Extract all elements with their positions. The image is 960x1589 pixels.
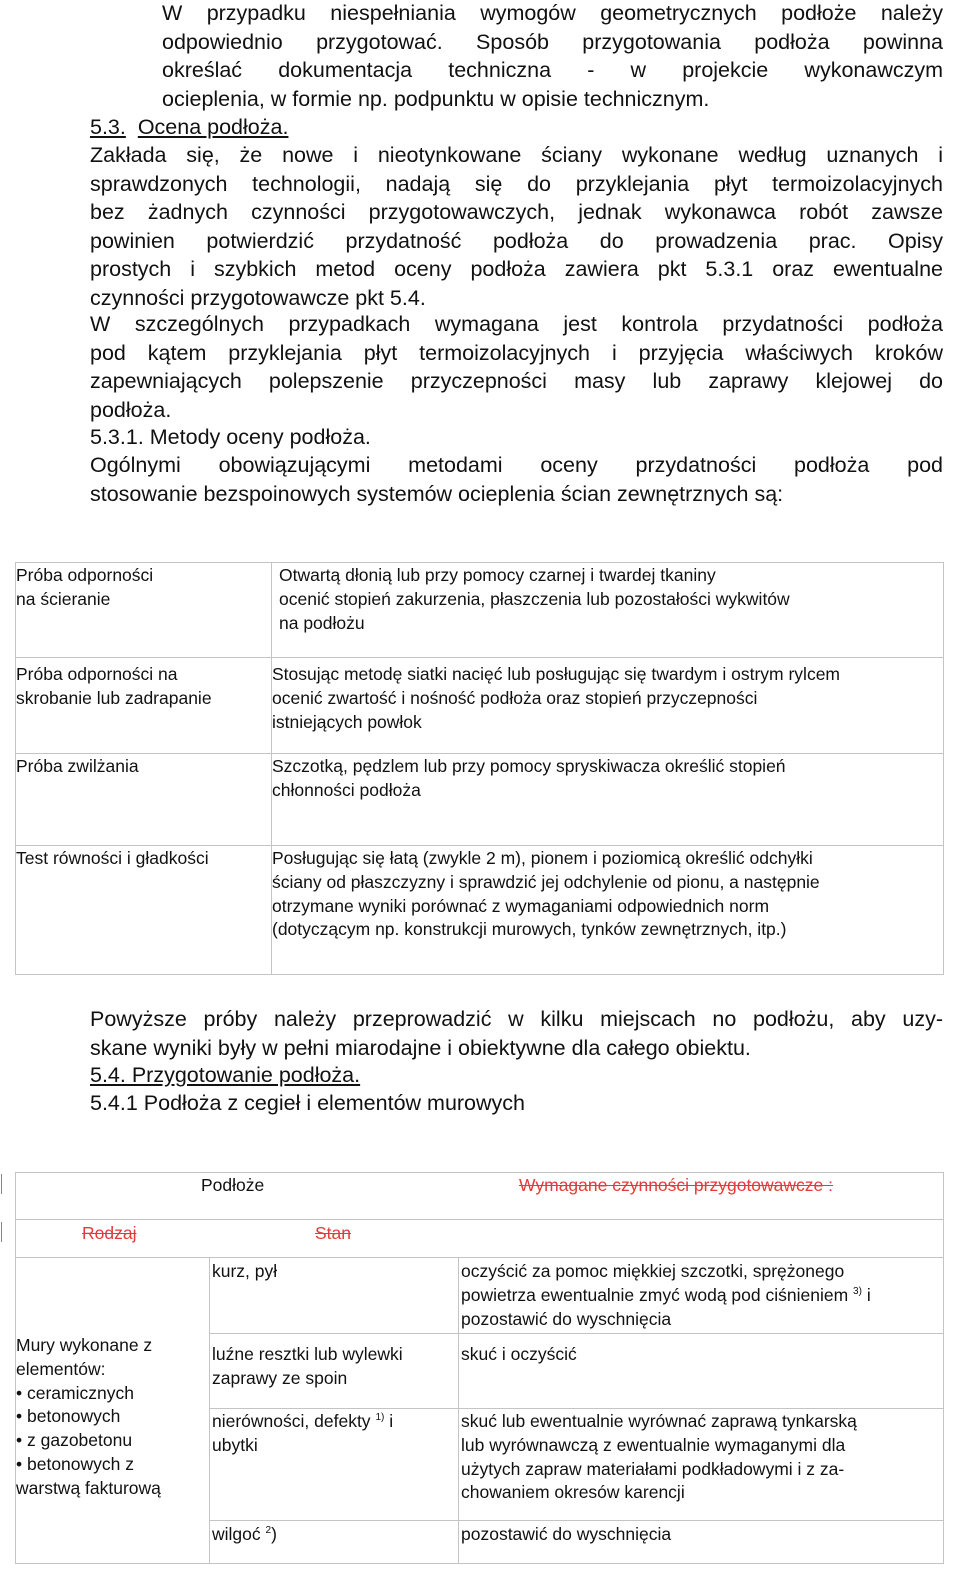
text-line: skuć i oczyścić <box>461 1344 577 1364</box>
text-line: ocenić stopień zakurzenia, płaszczenia lub pozostałości wykwitów <box>279 588 790 609</box>
list-item: • z gazobetonu <box>16 1430 133 1451</box>
text-line: Posługując się łatą (zwykle 2 m), pionem i poziomicą określić odchyłki <box>272 848 813 868</box>
stan-cell <box>212 1523 277 1547</box>
text-line: prostych i szybkich metod oceny podłoża zawiera pkt 5.3.1 oraz ewentualne <box>90 257 943 282</box>
text-line: Zakłada się, że nowe i nieotynkowane ściany wykonane według uznanych i <box>90 143 943 167</box>
stan-cell: kurz, pył <box>212 1261 278 1281</box>
text-line: lub wyrównawczą z ewentualnie wymaganymi dla <box>461 1434 846 1455</box>
text-line: skuć lub ewentualnie wyrównać zaprawą tynkarską <box>461 1411 857 1431</box>
text-line: czynności przygotowawcze pkt 5.4. <box>90 285 426 310</box>
text-line: Powyższe próby należy przeprowadzić w kilku miejscach no podłożu, aby uzy- <box>90 1007 943 1031</box>
test-name: Test równości i gładkości <box>16 848 209 868</box>
text-line: ściany od płaszczyzny i sprawdzić jej odchylenie od pionu, a następnie <box>272 871 820 892</box>
section-number: 5.3. <box>90 115 126 139</box>
stan-cell <box>212 1410 393 1458</box>
text-line: Stosując metodę siatki nacięć lub posługując się twardym i ostrym rylcem <box>272 664 840 684</box>
test-description <box>272 847 820 942</box>
text-line: użytych zapraw materiałami podkładowymi i z za- <box>461 1458 845 1479</box>
section-title: Ocena podłoża. <box>137 115 289 139</box>
paragraph-assessment <box>90 141 943 313</box>
text-line: warstwą fakturową <box>16 1477 161 1498</box>
text-line: W szczególnych przypadkach wymagana jest kontrola przydatności podłoża <box>90 312 943 336</box>
text-line: Otwartą dłonią lub przy pomocy czarnej i twardej tkaniny <box>279 565 716 585</box>
intro-paragraph <box>162 0 943 113</box>
paragraph-special-cases <box>90 310 943 424</box>
text-line: luźne resztki lub wylewki <box>212 1344 403 1364</box>
footnote-ref: 3) <box>853 1285 862 1297</box>
test-name: na ścieranie <box>16 588 111 609</box>
methods-row <box>16 663 212 711</box>
text-line: chowaniem okresów karencji <box>461 1482 685 1503</box>
header-stan: Stan <box>315 1223 351 1243</box>
action-cell <box>461 1343 577 1367</box>
header-rodzaj: Rodzaj <box>82 1223 137 1243</box>
action-cell <box>461 1410 857 1505</box>
paragraph-repeat-tests <box>90 1005 943 1062</box>
section-heading-5-4 <box>90 1061 360 1090</box>
text-line: istniejących powłok <box>272 711 422 732</box>
text-line: ubytki <box>212 1434 258 1455</box>
test-description <box>272 663 840 734</box>
footnote-ref: 2 <box>265 1525 272 1536</box>
list-item: • betonowych z <box>16 1453 134 1474</box>
text-line: Mury wykonane z <box>16 1335 153 1355</box>
text-line: elementów: <box>16 1358 106 1379</box>
methods-row <box>16 564 153 612</box>
header-podloze: Podłoże <box>201 1175 265 1195</box>
text-line: określać dokumentacja techniczna - w projekcie wykonawczym <box>162 58 943 83</box>
text-line: pod kątem przyklejania płyt termoizolacyjnych i przyjęcia właściwych kroków <box>90 340 943 365</box>
methods-row <box>16 755 139 779</box>
test-name: Próba odporności <box>16 565 154 585</box>
stan-cell <box>212 1343 403 1391</box>
text-line: pozostawić do wyschnięcia <box>461 1524 672 1544</box>
text-line: chłonności podłoża <box>272 779 421 800</box>
section-heading-5-4-1 <box>90 1089 525 1118</box>
text-line: oczyścić za pomoc miękkiej szczotki, sprężonego <box>461 1261 845 1281</box>
text-line: odpowiednio przygotować. Sposób przygotowania podłoża powinna <box>162 29 943 54</box>
text-line: wilgoć $^2$) <box>212 1524 277 1544</box>
text-line: bez żadnych czynności przygotowawczych, jednak wykonawca robót zawsze <box>90 200 943 225</box>
test-name: Próba odporności na <box>16 664 178 684</box>
section-title: 5.4. Przygotowanie podłoża. <box>90 1063 361 1087</box>
text-line: nierówności, defekty $^{1)}$ i <box>212 1411 394 1431</box>
text-line: stosowanie bezspoinowych systemów ocieplenia ścian zewnętrznych są: <box>90 481 784 506</box>
section-title: 5.3.1. Metody oceny podłoża. <box>90 425 371 449</box>
action-cell <box>461 1260 871 1331</box>
text-line: podłoża. <box>90 397 172 422</box>
list-item: • betonowych <box>16 1406 121 1427</box>
rodzaj-cell <box>16 1334 161 1501</box>
header-required-actions: Wymagane czynności przygotowawcze : <box>519 1175 834 1195</box>
methods-row <box>16 847 209 871</box>
text-line: zapewniających polepszenie przyczepności masy lub zaprawy klejowej do <box>90 369 943 394</box>
section-heading-5-3 <box>90 113 288 142</box>
text-line: Ogólnymi obowiązującymi metodami oceny przydatności podłoża pod <box>90 453 943 477</box>
action-cell <box>461 1523 671 1547</box>
text-line: sprawdzonych technologii, nadają się do przyklejania płyt termoizolacyjnych <box>90 171 943 196</box>
list-item: • ceramicznych <box>16 1382 134 1403</box>
text-line: pozostawić do wyschnięcia <box>461 1308 672 1329</box>
test-name: Próba zwilżania <box>16 756 139 776</box>
text-line: otrzymane wyniki porównać z wymaganiami odpowiednich norm <box>272 895 770 916</box>
text-line: W przypadku niespełniania wymogów geometrycznych podłoże należy <box>162 1 943 25</box>
text-line: (dotyczącym np. konstrukcji murowych, tynków zewnętrznych, itp.) <box>272 919 787 940</box>
text-line: ocenić zwartość i nośność podłoża oraz stopień przyczepności <box>272 687 758 708</box>
test-description <box>279 564 790 635</box>
text-line: ocieplenia, w formie np. podpunktu w opisie technicznym. <box>162 86 710 111</box>
text-line: zaprawy ze spoin <box>212 1367 348 1388</box>
text-line: powietrza ewentualnie zmyć wodą pod ciśnieniem $^{3)}$ i <box>461 1284 871 1305</box>
test-name: skrobanie lub zadrapanie <box>16 687 212 708</box>
text-line: skane wyniki były w pełni miarodajne i obiektywne dla całego obiektu. <box>90 1035 751 1060</box>
footnote-ref: 1) <box>375 1412 385 1423</box>
section-title: 5.4.1 Podłoża z cegieł i elementów murowych <box>90 1091 525 1115</box>
text-line: Szczotką, pędzlem lub przy pomocy spryskiwacza określić stopień <box>272 756 786 776</box>
text-line: powinien potwierdzić przydatność podłoża do prowadzenia prac. Opisy <box>90 228 943 253</box>
test-description <box>272 755 786 803</box>
section-heading-5-3-1 <box>90 423 371 452</box>
text-line: na podłożu <box>279 612 365 633</box>
paragraph-methods-intro <box>90 451 943 508</box>
